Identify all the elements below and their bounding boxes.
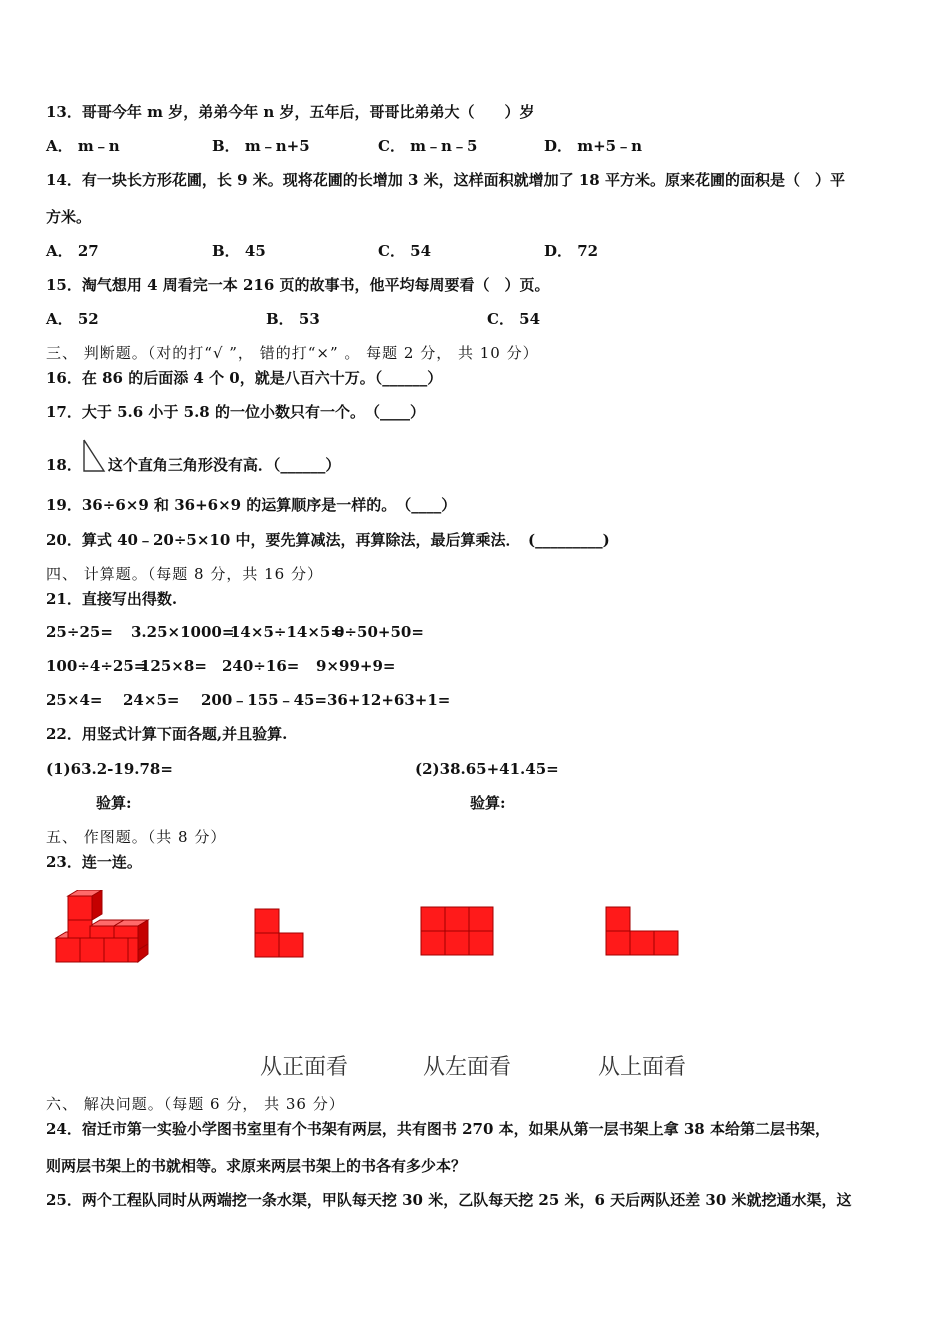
view-shape-long-l [605,906,681,958]
q19-text: 19．36÷6×9 和 36+6×9 的运算顺序是一样的。 （____） [46,496,457,514]
q17-text: 17．大于 5.6 小于 5.8 的一位小数只有一个。 （____） [46,403,425,421]
q13-option-d: D． m+5﹣n [544,137,643,155]
caption-left-view: 从左面看 [423,1055,512,1080]
q23-title: 23．连一连。 [46,853,142,871]
q21-r3c2: 24×5= [123,691,180,709]
q15-option-c: C． 54 [487,310,541,328]
cube-figure-3d [50,890,154,970]
q14-text-line2: 方米。 [46,208,92,226]
section-3-heading: 三、 判断题。（对的打“√ ”， 错的打“×” 。 每题 2 分， 共 10 分） [46,344,539,362]
q21-r2c2: 125×8= [140,657,207,675]
q24-text-line2: 则两层书架上的书就相等。求原来两层书架上的书各有多少本？ [46,1157,467,1175]
q14-option-d: D． 72 [544,242,599,260]
q14-option-c: C． 54 [378,242,432,260]
section-5-heading: 五、 作图题。（共 8 分） [46,828,227,846]
q21-r1c3: 14×5÷14×5= [230,623,343,641]
q15-option-b: B． 53 [266,310,320,328]
caption-front-view: 从正面看 [260,1055,349,1080]
q13-text: 13．哥哥今年 m 岁，弟弟今年 n 岁，五年后，哥哥比弟弟大（ ）岁 [46,103,535,121]
view-shape-grid [420,906,496,958]
q13-option-c: C． m﹣n﹣5 [378,137,478,155]
q21-r2c3: 240÷16= [222,657,300,675]
q22-problem-1: (1)63.2-19.78= [46,760,173,778]
q21-r1c2: 3.25×1000= [131,623,235,641]
q21-r3c1: 25×4= [46,691,103,709]
q25-text-line1: 25．两个工程队同时从两端挖一条水渠，甲队每天挖 30 米，乙队每天挖 25 米，6 天后两队还差 30 米就挖通水渠，这 [46,1191,852,1209]
q16-text: 16．在 86 的后面添 4 个 0，就是八百六十万。（______） [46,369,443,387]
q21-r1c1: 25÷25= [46,623,113,641]
q21-r1c4: 0÷50+50= [334,623,424,641]
q21-r3c4: 36+12+63+1= [327,691,451,709]
q15-text: 15．淘气想用 4 周看完一本 216 页的故事书，他平均每周要看（ ）页。 [46,276,550,294]
right-triangle-icon [82,439,106,473]
caption-top-view: 从上面看 [598,1055,687,1080]
q22-check-1: 验算: [96,794,132,812]
q14-text-line1: 14．有一块长方形花圃，长 9 米。现将花圃的长增加 3 米，这样面积就增加了 18 平方米。原来花圃的面积是（ ）平 [46,171,845,189]
q21-title: 21．直接写出得数. [46,590,178,608]
q20-text: 20．算式 40﹣20÷5×10 中，要先算减法，再算除法，最后算乘法． (_________) [46,531,610,549]
q15-option-a: A． 52 [46,310,99,328]
q21-r2c1: 100÷4÷25= [46,657,147,675]
q24-text-line1: 24．宿迁市第一实验小学图书室里有个书架有两层，共有图书 270 本，如果从第一层书架上拿 38 本给第二层书架， [46,1120,830,1138]
q22-title: 22．用竖式计算下面各题,并且验算. [46,725,288,743]
q18-line [46,449,340,483]
q21-r3c3: 200﹣155﹣45= [201,691,328,709]
q22-check-2: 验算: [470,794,506,812]
q18-text: 这个直角三角形没有高．（______） [107,456,341,474]
q22-problem-2: (2)38.65+41.45= [415,760,559,778]
q21-r2c4: 9×99+9= [316,657,396,675]
view-shape-l [254,908,306,960]
q13-option-a: A． m﹣n [46,137,120,155]
q14-option-a: A． 27 [46,242,99,260]
section-4-heading: 四、 计算题。（每题 8 分，共 16 分） [46,565,323,583]
q18-number: 18． [46,456,82,474]
section-6-heading: 六、 解决问题。（每题 6 分， 共 36 分） [46,1095,345,1113]
q14-option-b: B． 45 [212,242,266,260]
q13-option-b: B． m﹣n+5 [212,137,310,155]
